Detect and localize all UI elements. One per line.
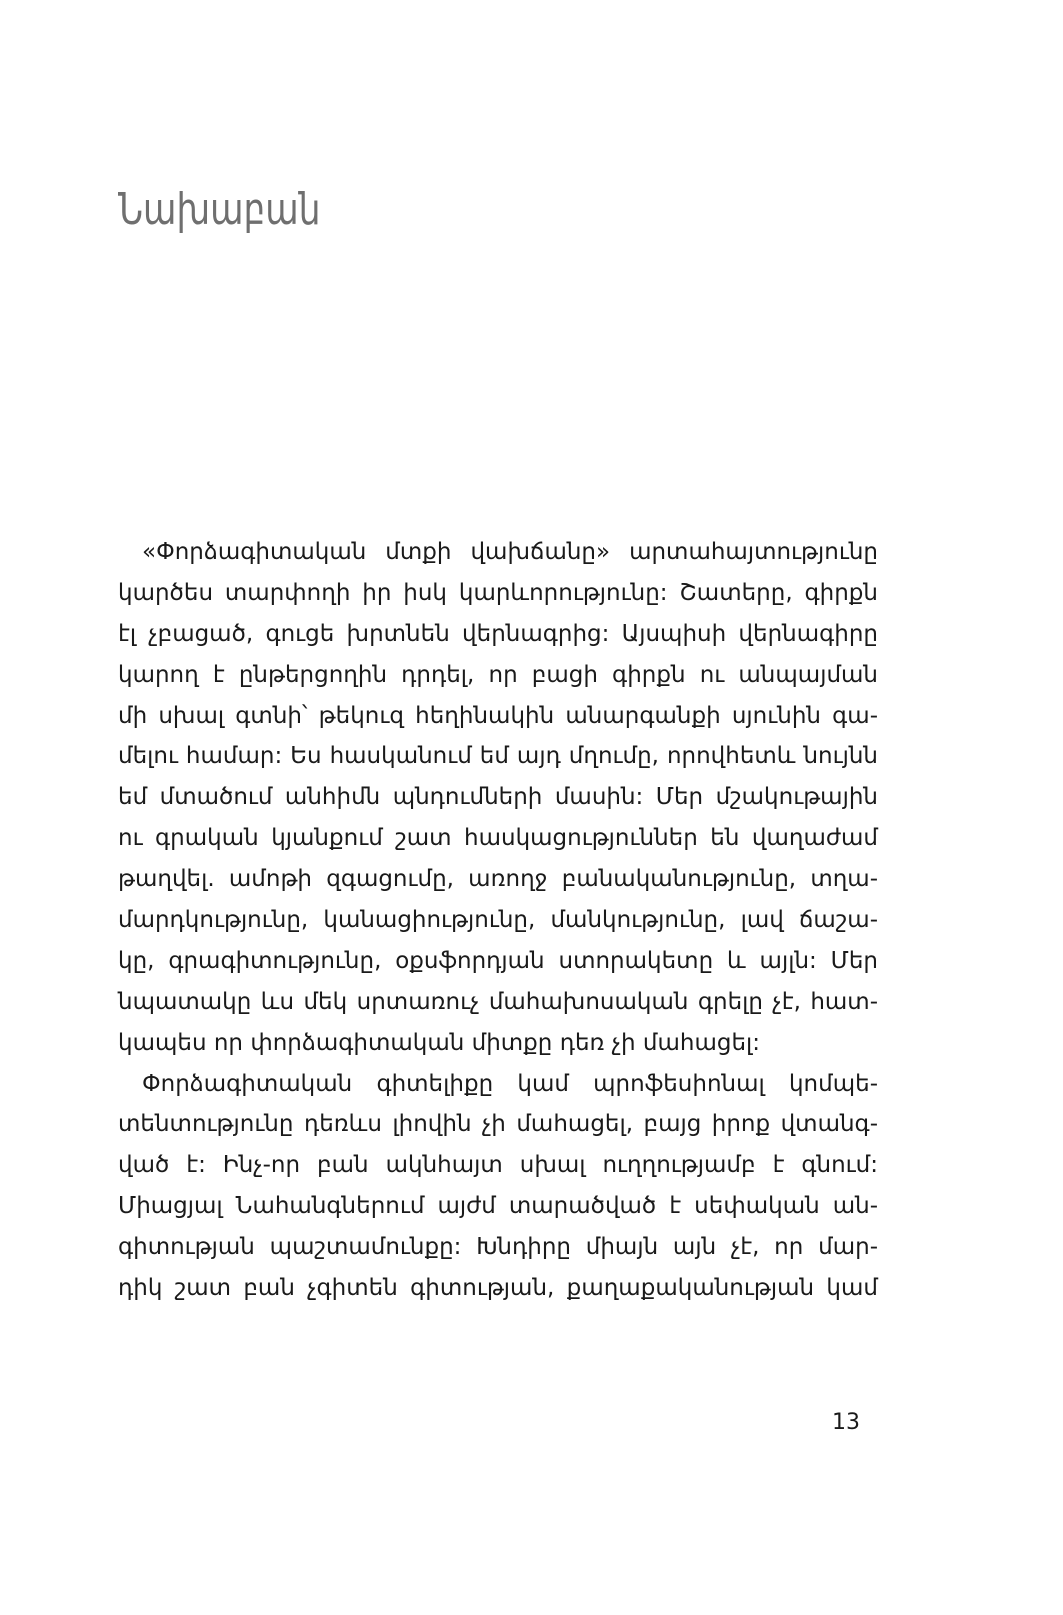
chapter-title: Նախաբան	[118, 184, 321, 235]
text-line: ու գրական կյանքում շատ հասկացություններ են վաղաժամ	[118, 825, 878, 852]
paragraph-1	[118, 532, 878, 1064]
text-line: մելու համար: Ես հասկանում եմ այդ մղումը, որովհետև նույնն	[118, 743, 878, 770]
text-line: կը, գրագիտությունը, օքսֆորդյան ստորակետը և այլն: Մեր	[118, 947, 878, 974]
text-line: մարդկությունը, կանացիությունը, մանկությունը, լավ ճաշա-	[118, 907, 878, 934]
text-line: եմ մտածում անհիմն պնդումների մասին: Մեր մշակութային	[118, 784, 878, 811]
text-line: Փորձագիտական գիտելիքը կամ պրոֆեսիոնալ կոմպե-	[142, 1070, 878, 1097]
text-line: դիկ շատ բան չգիտեն գիտության, քաղաքականության կամ	[118, 1275, 878, 1302]
text-line: գիտության պաշտամունքը: Խնդիրը միայն այն չէ, որ մար-	[118, 1234, 878, 1261]
paragraph-2	[118, 1064, 878, 1309]
text-line: Միացյալ Նահանգներում այժմ տարածված է սեփական ան-	[118, 1193, 878, 1220]
text-line: ված է: Ինչ-որ բան ակնհայտ սխալ ուղղությամբ է գնում:	[118, 1152, 878, 1179]
text-line: նպատակը ևս մեկ սրտառուչ մահախոսական գրելը չէ, հատ-	[118, 988, 878, 1015]
text-line: կարծես տարփողի իր իսկ կարևորությունը: Շատերը, գիրքն	[118, 579, 878, 606]
text-line: տենտությունը դեռևս լիովին չի մահացել, բայց իրոք վտանգ-	[118, 1111, 878, 1138]
text-line: կարող է ընթերցողին դրդել, որ բացի գիրքն ու անպայման	[118, 661, 878, 688]
text-line: էլ չբացած, գուցե խրտնեն վերնագրից: Այսպիսի վերնագիրը	[118, 620, 878, 647]
body-text	[118, 532, 878, 1309]
page-number: 13	[832, 1410, 860, 1435]
text-line: մի սխալ գտնի՝ թեկուզ հեղինակին անարգանքի սյունին գա-	[118, 702, 878, 729]
text-line: կապես որ փորձագիտական միտքը դեռ չի մահացել:	[118, 1029, 761, 1056]
text-line: թաղվել. ամոթի զգացումը, առողջ բանականությունը, տղա-	[118, 866, 878, 893]
text-line: «Փորձագիտական մտքի վախճանը» արտահայտությունը	[142, 539, 878, 565]
